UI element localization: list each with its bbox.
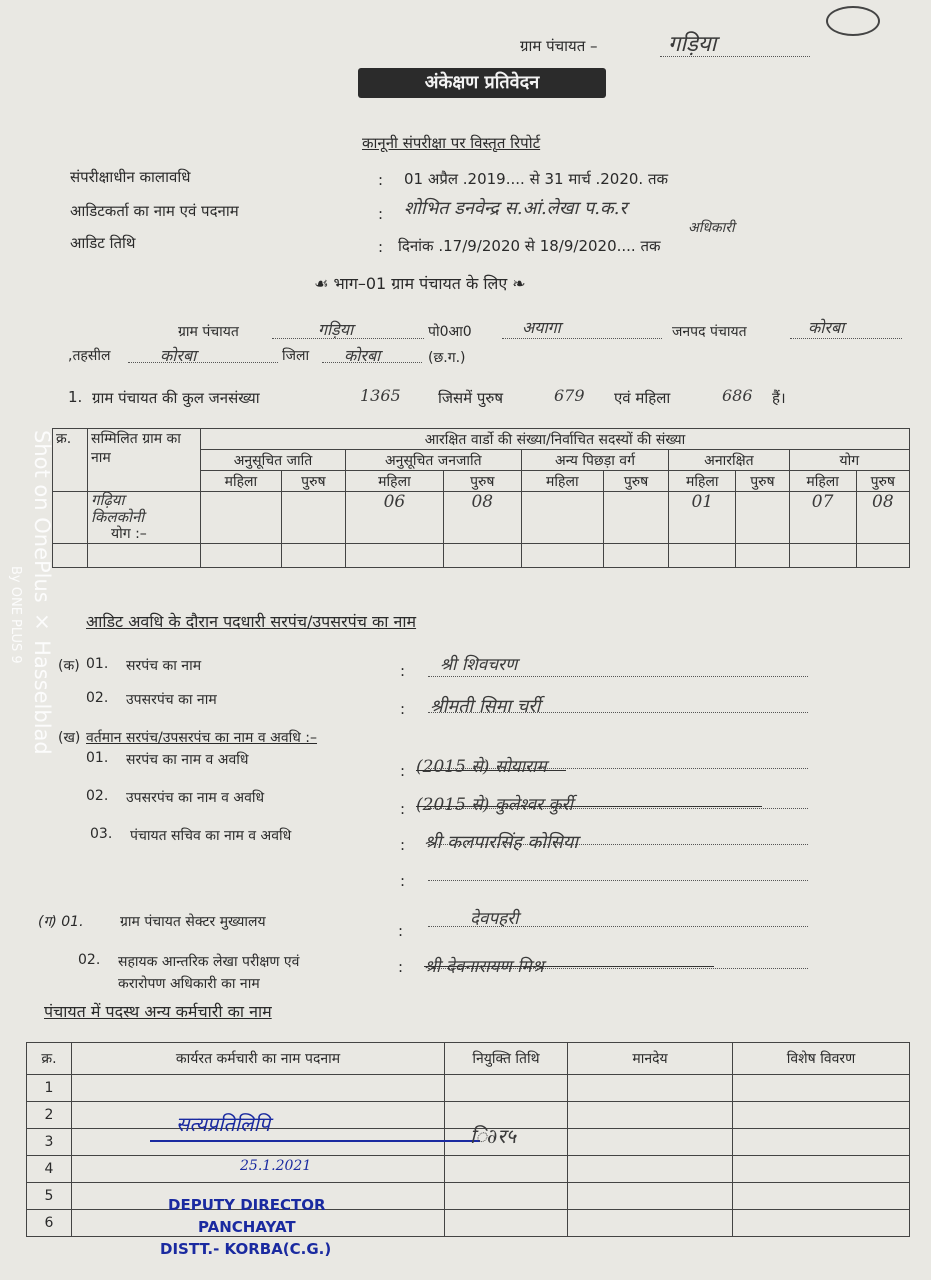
staff-cell [568, 1183, 733, 1210]
sarpanch-label: सरपंच का नाम [126, 658, 202, 674]
population-text-c: एवं महिला [614, 389, 671, 407]
ward-cell [281, 492, 345, 544]
auditor-label: आडिटकर्ता का नाम एवं पदनाम [70, 202, 239, 220]
population-female: 686 [722, 386, 753, 405]
audit-date-value: दिनांक .17/9/2020 से 18/9/2020.... तक [398, 237, 661, 255]
staff-cell [733, 1102, 910, 1129]
camera-watermark-sub: By ONE PLUS 9 [8, 566, 23, 664]
current-sarpanch-colon: : [400, 762, 406, 780]
staff-row-sn: 3 [27, 1129, 72, 1156]
ward-cell [521, 544, 603, 568]
tehsil-dots [128, 362, 278, 363]
po-dots [502, 338, 662, 339]
population-text-b: जिसमें पुरुष [438, 389, 504, 407]
janpad-label: जनपद पंचायत [672, 324, 747, 340]
ornament-left-icon: ☙ [314, 274, 334, 293]
current-upsarpanch-colon: : [400, 800, 406, 818]
upsarpanch-colon: : [400, 700, 406, 718]
ward-total-female: 07 [789, 492, 856, 544]
staff-cell [733, 1075, 910, 1102]
staff-col-sn: क्र. [27, 1043, 72, 1075]
staff-cell [568, 1075, 733, 1102]
current-upsarpanch-num: 02. [86, 788, 109, 804]
ward-group-sc: अनुसूचित जाति [201, 450, 346, 471]
ward-table [52, 428, 910, 568]
current-sarpanch-value: (2015 से) सोयाराम [416, 757, 547, 777]
ward-cell [856, 544, 909, 568]
ward-group-total: योग [789, 450, 909, 471]
page-mark-circle [826, 6, 880, 36]
camera-watermark-main: Shot on OnePlus × Hasselblad [30, 430, 54, 755]
staff-col-name: कार्यरत कर्मचारी का नाम पदनाम [72, 1043, 445, 1075]
period-colon: : [378, 171, 384, 189]
label-k: (क) [58, 658, 80, 674]
ward-cell [345, 544, 443, 568]
ward-cell [201, 544, 282, 568]
ward-st-male: 08 [443, 492, 521, 544]
ward-group-general: अनारक्षित [669, 450, 789, 471]
current-sarpanch-label: सरपंच का नाम व अवधि [126, 752, 249, 768]
ward-cell [603, 544, 668, 568]
ward-group-obc: अन्य पिछड़ा वर्ग [521, 450, 669, 471]
sarpanch-num: 01. [86, 656, 109, 672]
current-sarpanch-num: 01. [86, 750, 109, 766]
secretary-dots-2 [428, 880, 808, 881]
current-upsarpanch-value: (2015 से) कुलेश्वर कुर्री [416, 795, 573, 815]
ward-col-sn: क्र. [53, 429, 88, 492]
ward-female-header: महिला [521, 471, 603, 492]
upsarpanch-value: श्रीमती सिमा चर्री [430, 696, 541, 717]
part1-heading-text: भाग–01 ग्राम पंचायत के लिए [333, 274, 508, 293]
staff-signature: ि∂र५ [470, 1124, 516, 1148]
secretary-colon: : [400, 836, 406, 854]
current-sarpanch-strike [416, 770, 566, 771]
current-upsarpanch-label: उपसरपंच का नाम व अवधि [126, 790, 265, 806]
audit-date-colon: : [378, 238, 384, 256]
camera-watermark [30, 430, 60, 850]
attested-underline [150, 1140, 480, 1142]
janpad-value: कोरबा [808, 318, 845, 337]
staff-row-sn: 5 [27, 1183, 72, 1210]
gp-header-label: ग्राम पंचायत – [520, 37, 598, 55]
population-text-d: हैं। [772, 389, 786, 407]
staff-cell [445, 1210, 568, 1237]
gp-header-value: गड़िया [668, 32, 717, 57]
ward-cell [789, 544, 856, 568]
ward-female-header: महिला [789, 471, 856, 492]
ward-col-main: आरक्षित वार्डो की संख्या/निर्वाचित सदस्यों की संख्या [201, 429, 910, 450]
ward-female-header: महिला [201, 471, 282, 492]
secretary-num: 03. [90, 826, 113, 842]
staff-row-sn: 4 [27, 1156, 72, 1183]
ward-male-header: पुरुष [443, 471, 521, 492]
staff-col-date: नियुक्ति तिथि [445, 1043, 568, 1075]
auditor-extra: अधिकारी [688, 220, 735, 236]
staff-cell [568, 1210, 733, 1237]
secretary-label: पंचायत सचिव का नाम व अवधि [130, 828, 292, 844]
audit-date-label: आडिट तिथि [70, 234, 136, 252]
staff-cell [733, 1183, 910, 1210]
village-1: गढ़िया [91, 491, 125, 509]
sarpanch-colon: : [400, 662, 406, 680]
stamp-line1: DEPUTY DIRECTOR [168, 1196, 326, 1214]
assistant-value: श्री देवनारायण मिश्र [424, 957, 544, 977]
ward-cell [88, 544, 201, 568]
state-label: (छ.ग.) [428, 350, 466, 366]
ward-cell [521, 492, 603, 544]
ward-cell [669, 544, 736, 568]
gp-label: ग्राम पंचायत [178, 324, 239, 340]
sector-label: ग्राम पंचायत सेक्टर मुख्यालय [120, 914, 266, 930]
upsarpanch-label: उपसरपंच का नाम [126, 692, 217, 708]
population-text-a: ग्राम पंचायत की कुल जनसंख्या [92, 389, 260, 407]
report-title: अंकेक्षण प्रतिवेदन [358, 68, 606, 98]
district-value: कोरबा [344, 346, 381, 365]
staff-cell [568, 1129, 733, 1156]
auditor-colon: : [378, 205, 384, 223]
assistant-num: 02. [78, 952, 101, 968]
staff-cell [72, 1075, 445, 1102]
population-male: 679 [554, 386, 585, 405]
staff-cell [445, 1183, 568, 1210]
staff-row-sn: 1 [27, 1075, 72, 1102]
ward-general-female: 01 [669, 492, 736, 544]
sector-colon: : [398, 922, 404, 940]
ward-male-header: पुरुष [736, 471, 789, 492]
staff-col-remarks: विशेष विवरण [733, 1043, 910, 1075]
staff-cell [445, 1075, 568, 1102]
attested-text: सत्यप्रतिलिपि [176, 1112, 271, 1136]
assistant-label-b: करारोपण अधिकारी का नाम [118, 976, 260, 992]
ward-total-male: 08 [856, 492, 909, 544]
staff-cell [733, 1210, 910, 1237]
ward-cell [281, 544, 345, 568]
stamp-sign-date: 25.1.2021 [240, 1158, 312, 1174]
label-g: (ग) 01. [38, 914, 84, 930]
period-label: संपरीक्षाधीन कालावधि [70, 168, 191, 186]
tehsil-label: ,तहसील [68, 348, 111, 364]
assistant-colon: : [398, 958, 404, 976]
staff-row-sn: 2 [27, 1102, 72, 1129]
gp-header-line [660, 56, 810, 57]
part1-heading [314, 272, 526, 294]
district-label: जिला [282, 348, 310, 364]
staff-cell [568, 1156, 733, 1183]
population-num: 1. [68, 388, 83, 406]
stamp-line2: PANCHAYAT [198, 1218, 296, 1236]
ward-cell [736, 544, 789, 568]
secretary-value: श्री कलपारसिंह कोसिया [424, 832, 578, 853]
ward-cell [736, 492, 789, 544]
label-kh: (ख) [58, 730, 81, 746]
ward-female-header: महिला [669, 471, 736, 492]
ward-cell [603, 492, 668, 544]
secretary-colon-2: : [400, 872, 406, 890]
sector-value: देवपहरी [470, 909, 519, 929]
assistant-label-a: सहायक आन्तरिक लेखा परीक्षण एवं [118, 954, 300, 970]
staff-col-honorarium: मानदेय [568, 1043, 733, 1075]
staff-cell [733, 1156, 910, 1183]
tehsil-value: कोरबा [160, 346, 197, 365]
ward-col-village: सम्मिलित ग्राम का नाम [88, 429, 201, 492]
current-upsarpanch-strike [416, 806, 762, 807]
current-heading: वर्तमान सरपंच/उपसरपंच का नाम व अवधि :– [86, 730, 318, 746]
village-2: किलकोनी [91, 508, 145, 526]
ward-cell [443, 544, 521, 568]
janpad-dots [790, 338, 902, 339]
staff-cell [568, 1102, 733, 1129]
sarpanch-dots [428, 676, 808, 677]
staff-cell [445, 1156, 568, 1183]
staff-row-sn: 6 [27, 1210, 72, 1237]
po-label: पो0आ0 [428, 324, 472, 340]
po-value: अयागा [522, 318, 561, 337]
officials-heading: आडिट अवधि के दौरान पदधारी सरपंच/उपसरपंच का नाम [86, 612, 417, 631]
camera-watermark-sub-wrap [8, 566, 28, 716]
ward-male-header: पुरुष [603, 471, 668, 492]
ward-cell [201, 492, 282, 544]
auditor-value: शोभित डनवेन्द्र स.आं.लेखा प.क.र [404, 198, 627, 219]
period-value: 01 अप्रैल .2019.... से 31 मार्च .2020. तक [404, 170, 669, 188]
ornament-right-icon: ❧ [507, 274, 526, 293]
upsarpanch-num: 02. [86, 690, 109, 706]
stamp-line3: DISTT.- KORBA(C.G.) [160, 1240, 332, 1258]
staff-cell [733, 1129, 910, 1156]
ward-st-female: 06 [345, 492, 443, 544]
gp-value: गड़िया [318, 320, 354, 339]
report-subtitle: कानूनी संपरीक्षा पर विस्तृत रिपोर्ट [362, 134, 541, 152]
ward-female-header: महिला [345, 471, 443, 492]
ward-group-st: अनुसूचित जनजाति [345, 450, 521, 471]
staff-heading: पंचायत में पदस्थ अन्य कर्मचारी का नाम [44, 1002, 272, 1021]
ward-row-villages [88, 492, 201, 544]
population-total: 1365 [360, 386, 401, 405]
assistant-strike [424, 966, 714, 967]
sarpanch-value: श्री शिवचरण [440, 655, 518, 675]
village-total-label: योग :– [111, 526, 147, 542]
ward-male-header: पुरुष [281, 471, 345, 492]
ward-male-header: पुरुष [856, 471, 909, 492]
